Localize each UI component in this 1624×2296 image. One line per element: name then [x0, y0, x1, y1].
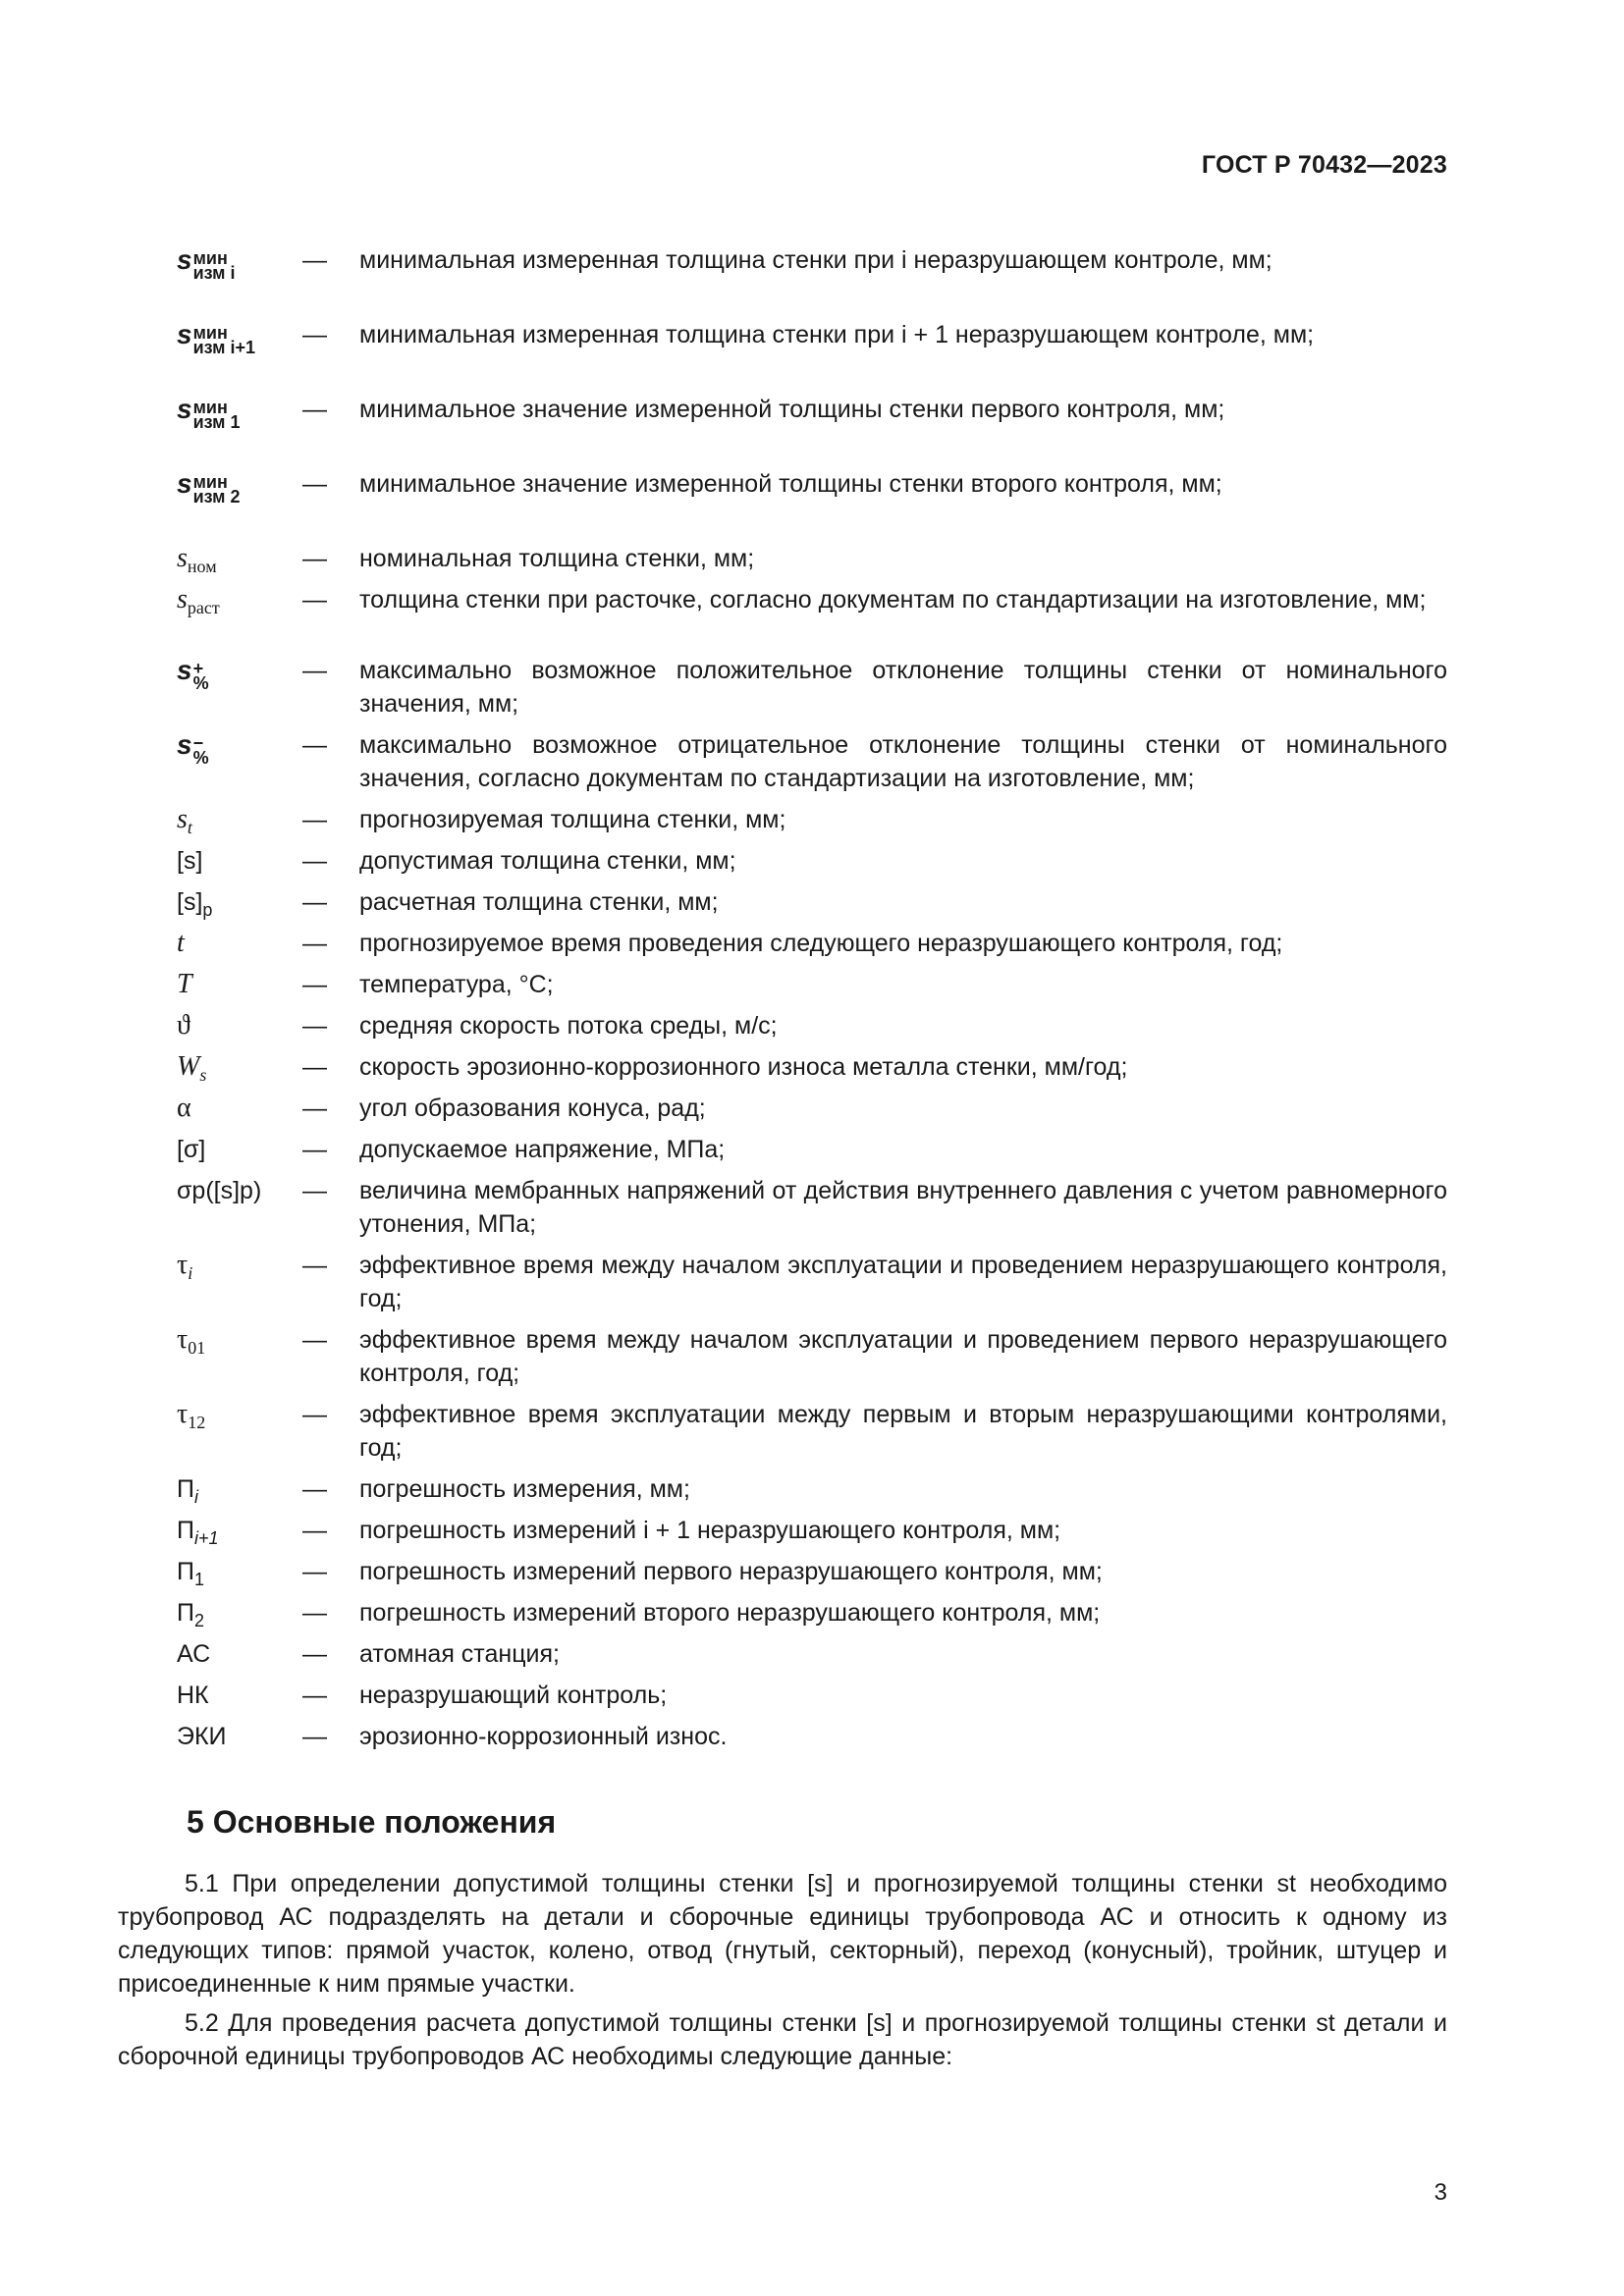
- dash: —: [302, 1682, 327, 1709]
- definition-row: [177, 243, 1447, 281]
- definition-row: [177, 1092, 1447, 1125]
- section-heading: 5 Основные положения: [187, 1804, 557, 1840]
- dash: —: [302, 1475, 327, 1503]
- definition-text: эрозионно-коррозионный износ.: [359, 1723, 728, 1750]
- definition-row: [177, 1174, 1447, 1241]
- dash: —: [302, 396, 327, 423]
- dash: —: [302, 1401, 327, 1428]
- dash: —: [302, 847, 327, 875]
- dash: —: [302, 1517, 327, 1544]
- definition-text: эффективное время между началом эксплуатации и проведением первого неразрушающего контроля, год;: [359, 1326, 1447, 1387]
- definition-row: [177, 844, 1447, 878]
- definition-row: [177, 1398, 1447, 1465]
- symbol: [σ]: [177, 1136, 206, 1163]
- definition-text: величина мембранных напряжений от действия внутреннего давления с учетом равномерного утонения, МПа;: [359, 1177, 1447, 1238]
- symbol: σp([s]р): [177, 1177, 262, 1204]
- symbol: $П_1$: [177, 1558, 204, 1589]
- symbol: s мин изм 1: [177, 394, 241, 432]
- symbol: $[s]_р$: [177, 888, 213, 920]
- dash: —: [302, 586, 327, 614]
- symbol: α: [177, 1093, 191, 1123]
- symbol: $П_2$: [177, 1599, 204, 1630]
- definition-text: допускаемое напряжение, МПа;: [359, 1136, 726, 1163]
- definition-text: номинальная толщина стенки, мм;: [359, 545, 755, 572]
- symbol: T: [177, 969, 192, 999]
- definition-row: [177, 968, 1447, 1001]
- symbol: АС: [177, 1640, 211, 1668]
- dash: —: [302, 1723, 327, 1750]
- dash: —: [302, 1252, 327, 1279]
- definition-text: расчетная толщина стенки, мм;: [359, 888, 719, 916]
- symbol: [s]: [177, 847, 203, 875]
- definition-text: минимальное значение измеренной толщины стенки первого контроля, мм;: [359, 396, 1225, 423]
- dash: —: [302, 1053, 327, 1081]
- definition-row: [177, 1133, 1447, 1166]
- symbol: $s_t$: [177, 804, 192, 837]
- symbol: $\tau_{12}$: [177, 1399, 206, 1432]
- symbol: $П_i$: [177, 1475, 198, 1507]
- definition-text: эффективное время эксплуатации между первым и вторым неразрушающими контролями, год;: [359, 1401, 1447, 1462]
- dash: —: [302, 246, 327, 274]
- dash: —: [302, 657, 327, 684]
- dash: —: [302, 930, 327, 957]
- symbol: $W_s$: [177, 1051, 207, 1085]
- definition-row: [177, 1679, 1447, 1712]
- dash: —: [302, 731, 327, 759]
- symbol: НК: [177, 1682, 209, 1709]
- dash: —: [302, 806, 327, 833]
- definition-row: [177, 1637, 1447, 1671]
- definition-row: [177, 393, 1447, 430]
- definition-text: скорость эрозионно-коррозионного износа металла стенки, мм/год;: [359, 1053, 1128, 1081]
- document-number: ГОСТ Р 70432—2023: [1201, 151, 1447, 179]
- symbol: ϑ: [177, 1010, 190, 1041]
- dash: —: [302, 1640, 327, 1668]
- definition-row: [177, 1472, 1447, 1506]
- symbol: t: [177, 928, 185, 958]
- paragraph: 5.2 Для проведения расчета допустимой толщины стенки [s] и прогнозируемой толщины стенки st детали и сборочной единицы трубопроводов АС необходимы следующие данные:: [118, 2009, 1447, 2070]
- dash: —: [302, 1326, 327, 1354]
- definition-row: [177, 1596, 1447, 1629]
- symbol: s + %: [177, 655, 209, 693]
- page-number: 3: [1434, 2179, 1447, 2206]
- definition-text: погрешность измерений первого неразрушающего контроля, мм;: [359, 1558, 1103, 1585]
- definition-row: [177, 1514, 1447, 1547]
- definition-row: [177, 467, 1447, 505]
- symbol: s мин изм 2: [177, 468, 241, 507]
- symbol: $s_{раст}$: [177, 584, 220, 617]
- definition-text: погрешность измерения, мм;: [359, 1475, 690, 1503]
- definition-text: толщина стенки при расточке, согласно документам по стандартизации на изготовление, мм;: [359, 586, 1427, 614]
- paragraph: 5.1 При определении допустимой толщины стенки [s] и прогнозируемой толщины стенки st необходимо трубопровод АС подразделять на детали и сборочные единицы трубопровода АС и относить к одному из следующих типов: прямой участок, колено, отвод (гнутый, секторный), переход (конусный), тройник, штуцер и присоединенные к ним прямые участки.: [118, 1870, 1447, 1998]
- dash: —: [302, 1136, 327, 1163]
- dash: —: [302, 545, 327, 572]
- dash: —: [302, 1095, 327, 1122]
- definition-text: минимальная измеренная толщина стенки при i неразрушающем контроле, мм;: [359, 246, 1272, 274]
- definition-row: [177, 1009, 1447, 1042]
- dash: —: [302, 1012, 327, 1040]
- definition-text: минимальное значение измеренной толщины стенки второго контроля, мм;: [359, 470, 1222, 498]
- definition-row: [177, 654, 1447, 721]
- definition-text: погрешность измерений второго неразрушающего контроля, мм;: [359, 1599, 1101, 1627]
- definition-text: угол образования конуса, рад;: [359, 1095, 706, 1122]
- definition-row: [177, 1720, 1447, 1753]
- symbol: $П_{i+1}$: [177, 1517, 219, 1548]
- symbol: s мин изм i+1: [177, 319, 255, 357]
- symbol: $s_{ном}$: [177, 543, 217, 576]
- section-body: [118, 1867, 1447, 2079]
- symbol: $\tau_{01}$: [177, 1324, 206, 1358]
- definition-text: допустимая толщина стенки, мм;: [359, 847, 736, 875]
- definition-text: прогнозируемое время проведения следующего неразрушающего контроля, год;: [359, 930, 1283, 957]
- definition-text: эффективное время между началом эксплуатации и проведением неразрушающего контроля, год;: [359, 1252, 1447, 1312]
- definition-row: [177, 318, 1447, 355]
- symbols-list: [177, 243, 1447, 1761]
- dash: —: [302, 470, 327, 498]
- dash: —: [302, 971, 327, 998]
- definition-row: [177, 927, 1447, 960]
- definition-text: максимально возможное положительное отклонение толщины стенки от номинального значения, мм;: [359, 657, 1447, 718]
- definition-row: [177, 1323, 1447, 1390]
- definition-text: атомная станция;: [359, 1640, 560, 1668]
- definition-row: [177, 1555, 1447, 1588]
- definition-row: [177, 803, 1447, 836]
- definition-row: [177, 885, 1447, 919]
- dash: —: [302, 321, 327, 348]
- symbol: s мин изм i: [177, 244, 236, 283]
- definition-row: [177, 728, 1447, 795]
- symbol: ЭКИ: [177, 1723, 227, 1750]
- symbol: $\tau_i$: [177, 1250, 193, 1283]
- definition-text: неразрушающий контроль;: [359, 1682, 668, 1709]
- dash: —: [302, 1177, 327, 1204]
- definition-text: погрешность измерений i + 1 неразрушающего контроля, мм;: [359, 1517, 1061, 1544]
- dash: —: [302, 1558, 327, 1585]
- definition-text: прогнозируемая толщина стенки, мм;: [359, 806, 786, 833]
- definition-text: температура, °С;: [359, 971, 554, 998]
- definition-row: [177, 583, 1447, 616]
- definition-text: средняя скорость потока среды, м/с;: [359, 1012, 778, 1040]
- definition-row: [177, 1050, 1447, 1084]
- definition-row: [177, 1249, 1447, 1315]
- definition-row: [177, 542, 1447, 575]
- dash: —: [302, 1599, 327, 1627]
- symbol: s − %: [177, 729, 209, 768]
- definition-text: минимальная измеренная толщина стенки при i + 1 неразрушающем контроле, мм;: [359, 321, 1315, 348]
- dash: —: [302, 888, 327, 916]
- definition-text: максимально возможное отрицательное отклонение толщины стенки от номинального значения, согласно документам по стандартизации на изготовление, мм;: [359, 731, 1447, 792]
